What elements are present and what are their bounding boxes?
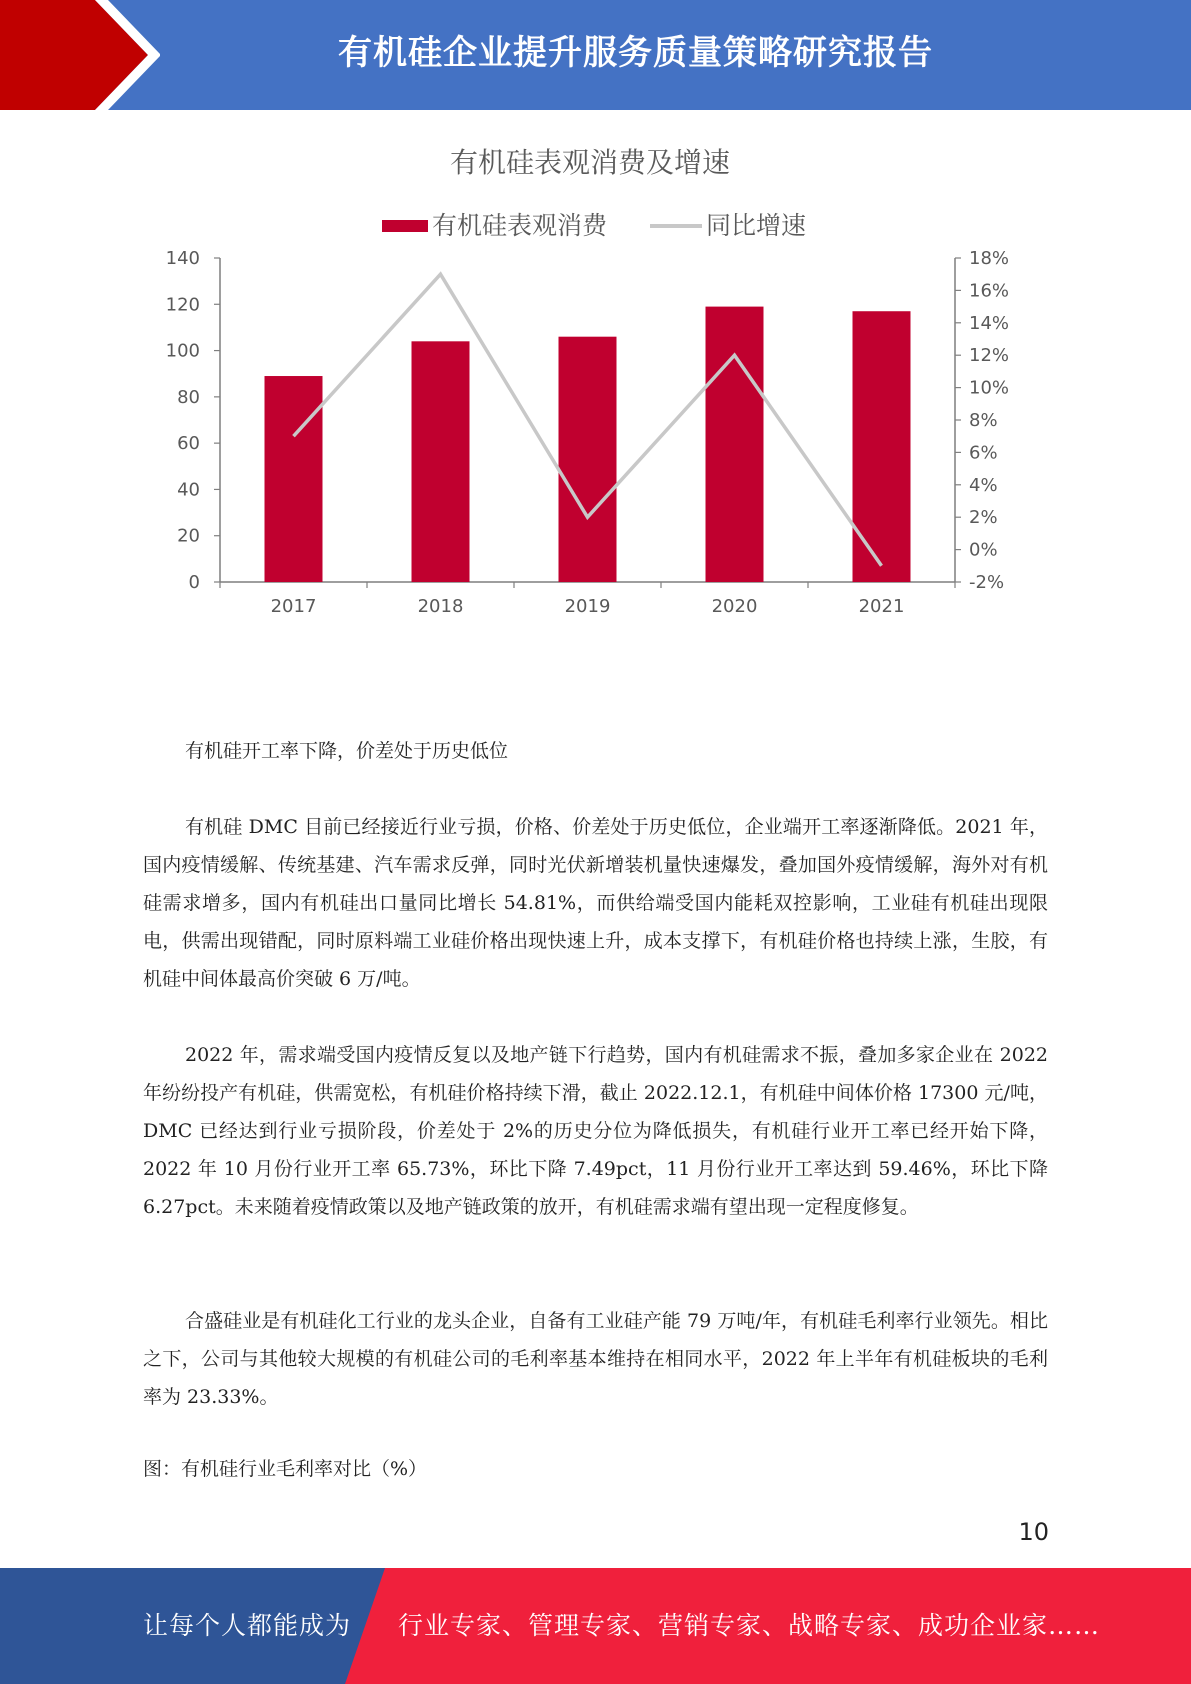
x-axis-tick-label: 2019 [564,596,611,617]
paragraph-2: 2022 年，需求端受国内疫情反复以及地产链下行趋势，国内有机硅需求不振，叠加多家企业在 2022 年纷纷投产有机硅，供需宽松，有机硅价格持续下滑，截止 2022.12.1，有机硅中间体价格 17300 元/吨，DMC 已经达到行业亏损阶段，价差处于 2%的历史分位为降低损失，有机硅行业开工率已经开始下降，2022 年 10 月份行业开工率 65.73%，环比下降 7.49pct，11 月份行业开工率达到 59.46%，环比下降 6.27pct。未来随着疫情政策以及地产链政策的放开，有机硅需求端有望出现一定程度修复。 [143,1044,1048,1218]
left-axis-tick-label: 140 [165,248,200,269]
left-axis-tick-label: 60 [177,433,200,455]
right-axis-tick-label: 14% [969,312,1010,334]
x-axis-tick-label: 2018 [417,596,464,617]
right-axis-tick-label: 10% [969,377,1010,399]
page-number: 10 [1018,1518,1049,1546]
section-heading: 有机硅开工率下降，价差处于历史低位 [185,740,509,762]
right-axis-tick-label: 12% [969,345,1010,367]
bar-2020 [706,307,764,582]
page-footer [0,1568,1191,1684]
bar-2018 [412,341,470,582]
report-title: 有机硅企业提升服务质量策略研究报告 [338,33,933,73]
left-axis-tick-label: 120 [165,294,200,316]
chart-bars [265,307,911,582]
consumption-chart [130,130,1060,670]
footer-slogan-right: 行业专家、管理专家、营销专家、战略专家、成功企业家…… [398,1611,1101,1640]
x-axis-tick-label: 2021 [858,596,905,617]
left-axis-tick-label: 80 [177,386,200,408]
legend-label-consumption: 有机硅表观消费 [432,211,608,240]
paragraph-1: 有机硅 DMC 目前已经接近行业亏损，价格、价差处于历史低位，企业端开工率逐渐降低。2021 年，国内疫情缓解、传统基建、汽车需求反弹，同时光伏新增装机量快速爆发，叠加国外疫情缓解，海外对有机硅需求增多，国内有机硅出口量同比增长 54.81%，而供给端受国内能耗双控影响，工业硅有机硅出现限电，供需出现错配，同时原料端工业硅价格出现快速上升，成本支撑下，有机硅价格也持续上涨，生胶，有机硅中间体最高价突破 6 万/吨。 [143,816,1048,990]
right-axis-tick-label: 2% [969,507,998,529]
chart-svg [130,130,1060,670]
legend-swatch-consumption [382,220,428,232]
right-axis-tick-label: -2% [969,572,1005,593]
x-axis-tick-label: 2017 [270,596,317,617]
right-axis-tick-label: 16% [969,280,1010,302]
x-axis-tick-label: 2020 [711,596,758,617]
bar-2019 [559,337,617,582]
right-axis-tick-label: 4% [969,474,998,496]
left-axis-tick-label: 40 [177,479,200,501]
legend-label-growth: 同比增速 [706,211,807,240]
bar-2017 [265,376,323,582]
header-arrow-decoration [0,0,160,110]
chart-title: 有机硅表观消费及增速 [449,146,731,179]
bar-2021 [853,311,911,582]
left-axis-tick-label: 0 [188,572,200,593]
footer-slogan-left: 让每个人都能成为 [143,1611,352,1640]
chart-legend [382,211,806,240]
paragraph-3: 合盛硅业是有机硅化工行业的龙头企业，自备有工业硅产能 79 万吨/年，有机硅毛利率行业领先。相比之下，公司与其他较大规模的有机硅公司的毛利率基本维持在相同水平，2022 年上半年有机硅板块的毛利率为 23.33%。 [143,1310,1048,1408]
figure-caption: 图：有机硅行业毛利率对比（%） [143,1458,428,1480]
page-header [0,0,1191,110]
right-axis-tick-label: 0% [969,539,998,561]
right-axis-tick-label: 18% [969,248,1010,269]
left-axis-tick-label: 20 [177,525,200,547]
right-axis-tick-label: 6% [969,442,998,464]
right-axis-tick-label: 8% [969,410,998,431]
left-axis-tick-label: 100 [165,340,200,362]
